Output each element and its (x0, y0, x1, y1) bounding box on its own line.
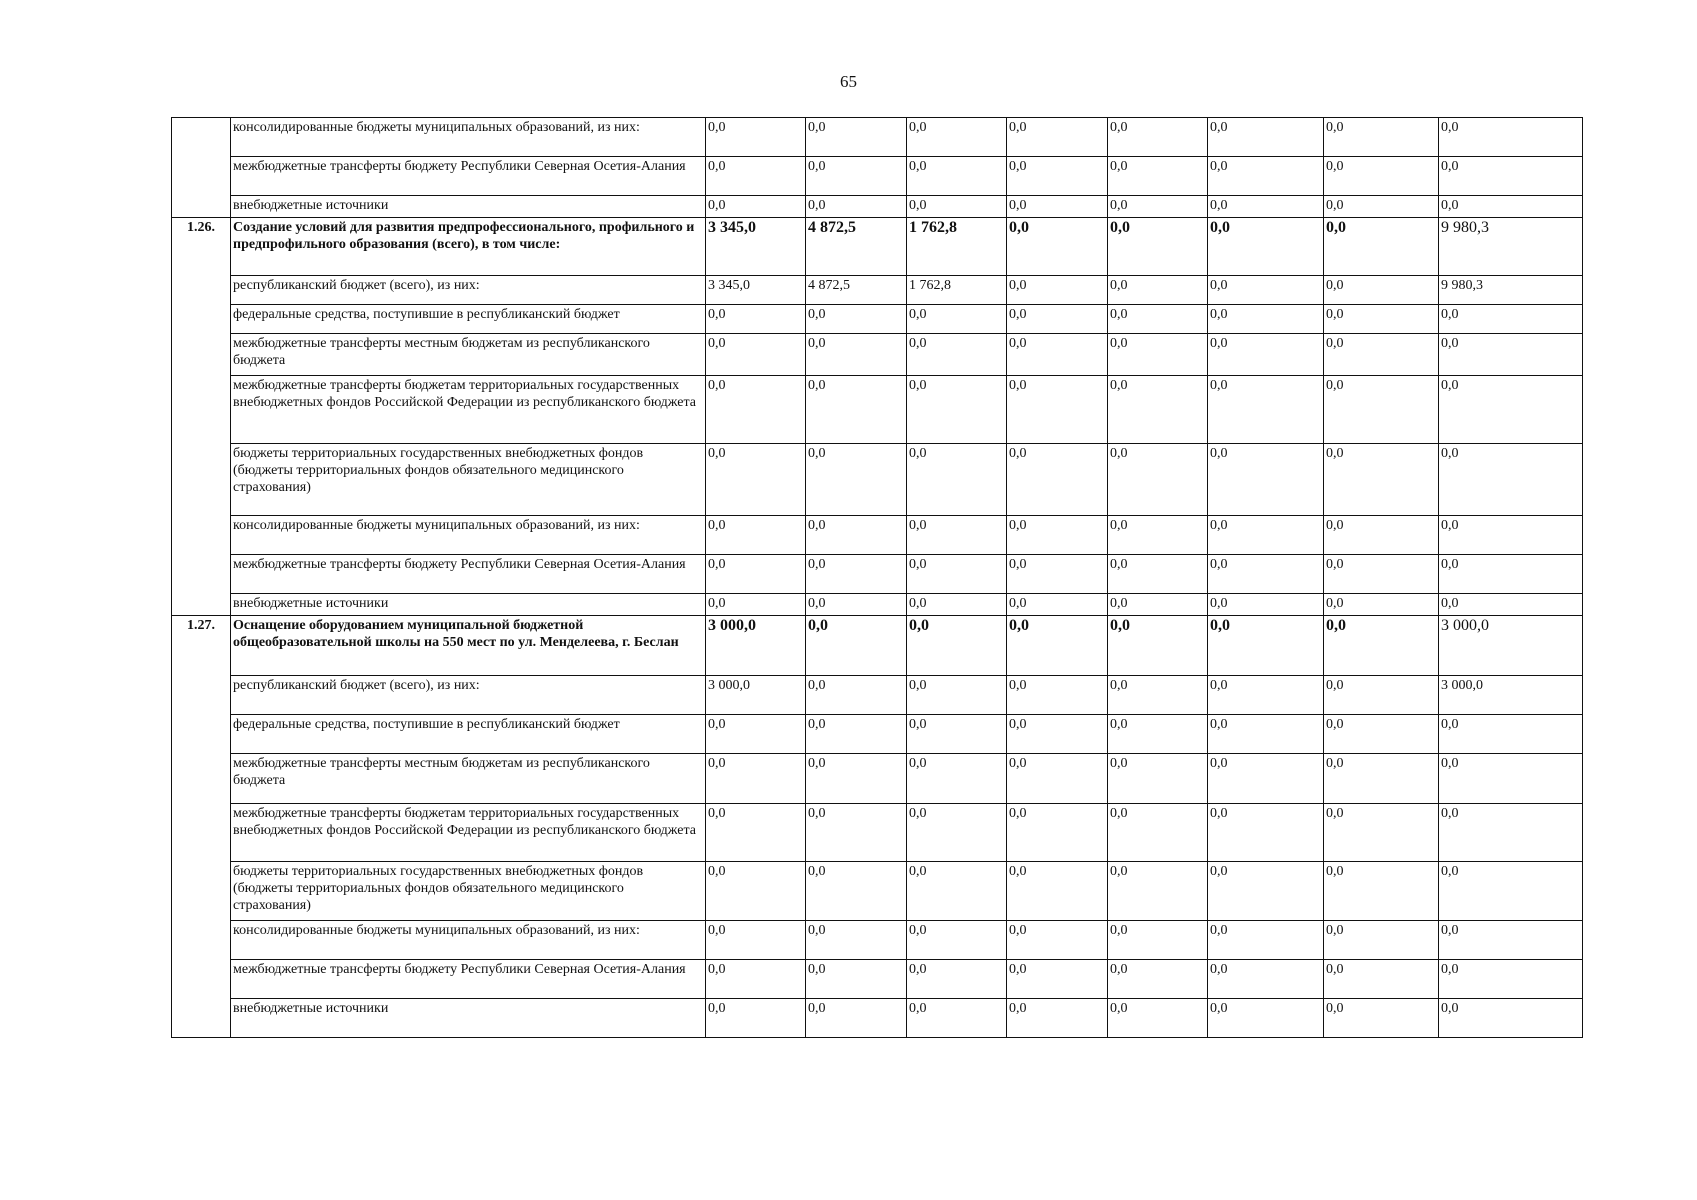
value-cell: 3 000,0 (706, 676, 806, 715)
row-label: межбюджетные трансферты местным бюджетам из республиканского бюджета (231, 334, 706, 376)
value-cell: 0,0 (907, 594, 1007, 616)
table-row (172, 715, 1583, 754)
value-cell: 0,0 (1208, 921, 1324, 960)
value-cell: 0,0 (1324, 196, 1439, 218)
value-cell: 0,0 (1439, 516, 1583, 555)
row-label: республиканский бюджет (всего), из них: (231, 676, 706, 715)
value-cell: 0,0 (1208, 862, 1324, 921)
value-cell: 0,0 (1208, 196, 1324, 218)
table-row (172, 862, 1583, 921)
value-cell: 0,0 (706, 862, 806, 921)
value-cell: 0,0 (1007, 960, 1108, 999)
value-cell: 0,0 (706, 196, 806, 218)
value-cell: 0,0 (1108, 921, 1208, 960)
section-total-cell: 0,0 (1208, 218, 1324, 276)
row-label: межбюджетные трансферты бюджету Республики Северная Осетия-Алания (231, 960, 706, 999)
value-cell: 0,0 (706, 999, 806, 1038)
value-cell: 0,0 (1324, 804, 1439, 862)
section-header-row (172, 616, 1583, 676)
value-cell: 0,0 (706, 157, 806, 196)
value-cell: 0,0 (1439, 157, 1583, 196)
value-cell: 0,0 (1007, 999, 1108, 1038)
section-total-cell: 4 872,5 (806, 218, 907, 276)
value-cell: 0,0 (1108, 516, 1208, 555)
value-cell: 0,0 (1439, 921, 1583, 960)
table-row (172, 754, 1583, 804)
section-total-cell: 3 000,0 (706, 616, 806, 676)
budget-table (171, 117, 1583, 1038)
row-label: внебюджетные источники (231, 999, 706, 1038)
value-cell: 0,0 (907, 444, 1007, 516)
value-cell: 0,0 (706, 960, 806, 999)
value-cell: 0,0 (1007, 444, 1108, 516)
value-cell: 0,0 (1439, 334, 1583, 376)
value-cell: 0,0 (1108, 960, 1208, 999)
table-row (172, 999, 1583, 1038)
value-cell: 0,0 (1324, 376, 1439, 444)
value-cell: 0,0 (1007, 118, 1108, 157)
value-cell: 0,0 (1208, 334, 1324, 376)
value-cell: 0,0 (1108, 157, 1208, 196)
row-label: консолидированные бюджеты муниципальных образований, из них: (231, 921, 706, 960)
value-cell: 0,0 (1439, 196, 1583, 218)
value-cell: 0,0 (1208, 676, 1324, 715)
value-cell: 0,0 (1108, 118, 1208, 157)
row-label: бюджеты территориальных государственных внебюджетных фондов (бюджеты территориальных фондов обязательного медицинского страхования) (231, 862, 706, 921)
value-cell: 3 000,0 (1439, 676, 1583, 715)
value-cell: 0,0 (1439, 715, 1583, 754)
code-cell-empty (172, 118, 231, 218)
section-total-cell: 3 345,0 (706, 218, 806, 276)
table-row (172, 921, 1583, 960)
value-cell: 0,0 (1208, 960, 1324, 999)
value-cell: 0,0 (907, 196, 1007, 218)
table-body (172, 118, 1583, 1038)
value-cell: 0,0 (1007, 376, 1108, 444)
section-total-cell: 3 000,0 (1439, 616, 1583, 676)
table-row (172, 334, 1583, 376)
value-cell: 0,0 (1108, 276, 1208, 305)
value-cell: 0,0 (1324, 334, 1439, 376)
value-cell: 0,0 (1324, 305, 1439, 334)
value-cell: 0,0 (1108, 999, 1208, 1038)
value-cell: 0,0 (1108, 555, 1208, 594)
table-row (172, 960, 1583, 999)
table-row (172, 196, 1583, 218)
row-label: межбюджетные трансферты местным бюджетам из республиканского бюджета (231, 754, 706, 804)
value-cell: 0,0 (1208, 804, 1324, 862)
value-cell: 0,0 (1007, 594, 1108, 616)
value-cell: 9 980,3 (1439, 276, 1583, 305)
row-label: консолидированные бюджеты муниципальных образований, из них: (231, 516, 706, 555)
value-cell: 0,0 (1324, 276, 1439, 305)
section-total-cell: 0,0 (1324, 616, 1439, 676)
value-cell: 0,0 (1439, 376, 1583, 444)
section-header-row (172, 218, 1583, 276)
value-cell: 0,0 (1439, 862, 1583, 921)
table-row (172, 376, 1583, 444)
value-cell: 0,0 (1108, 862, 1208, 921)
value-cell: 0,0 (907, 676, 1007, 715)
value-cell: 0,0 (1208, 754, 1324, 804)
section-title: Создание условий для развития предпрофессионального, профильного и предпрофильного образования (всего), в том числе: (231, 218, 706, 276)
value-cell: 0,0 (907, 999, 1007, 1038)
value-cell: 0,0 (1324, 754, 1439, 804)
row-label: межбюджетные трансферты бюджету Республики Северная Осетия-Алания (231, 157, 706, 196)
value-cell: 0,0 (1208, 305, 1324, 334)
value-cell: 0,0 (806, 555, 907, 594)
value-cell: 0,0 (706, 804, 806, 862)
value-cell: 0,0 (806, 921, 907, 960)
row-label: консолидированные бюджеты муниципальных образований, из них: (231, 118, 706, 157)
value-cell: 0,0 (1007, 921, 1108, 960)
value-cell: 0,0 (1007, 516, 1108, 555)
value-cell: 0,0 (907, 305, 1007, 334)
section-total-cell: 0,0 (1324, 218, 1439, 276)
section-total-cell: 0,0 (1108, 218, 1208, 276)
value-cell: 0,0 (1208, 118, 1324, 157)
value-cell: 0,0 (706, 376, 806, 444)
value-cell: 0,0 (907, 921, 1007, 960)
value-cell: 0,0 (706, 444, 806, 516)
section-total-cell: 1 762,8 (907, 218, 1007, 276)
section-total-cell: 0,0 (1208, 616, 1324, 676)
value-cell: 0,0 (1324, 516, 1439, 555)
value-cell: 0,0 (1324, 921, 1439, 960)
value-cell: 0,0 (806, 594, 907, 616)
value-cell: 0,0 (907, 754, 1007, 804)
table-row (172, 157, 1583, 196)
value-cell: 0,0 (1324, 157, 1439, 196)
value-cell: 0,0 (706, 754, 806, 804)
row-label: межбюджетные трансферты бюджету Республики Северная Осетия-Алания (231, 555, 706, 594)
section-total-cell: 0,0 (1007, 218, 1108, 276)
value-cell: 0,0 (1324, 676, 1439, 715)
value-cell: 0,0 (1324, 118, 1439, 157)
value-cell: 0,0 (806, 196, 907, 218)
section-total-cell: 0,0 (1007, 616, 1108, 676)
value-cell: 0,0 (1324, 960, 1439, 999)
value-cell: 0,0 (1324, 555, 1439, 594)
table-row (172, 444, 1583, 516)
value-cell: 0,0 (806, 715, 907, 754)
value-cell: 0,0 (806, 754, 907, 804)
value-cell: 0,0 (1324, 715, 1439, 754)
value-cell: 0,0 (706, 715, 806, 754)
value-cell: 0,0 (1208, 157, 1324, 196)
section-total-cell: 9 980,3 (1439, 218, 1583, 276)
value-cell: 1 762,8 (907, 276, 1007, 305)
value-cell: 0,0 (1324, 594, 1439, 616)
value-cell: 3 345,0 (706, 276, 806, 305)
value-cell: 0,0 (907, 555, 1007, 594)
value-cell: 0,0 (907, 157, 1007, 196)
value-cell: 0,0 (806, 157, 907, 196)
value-cell: 0,0 (1208, 376, 1324, 444)
value-cell: 0,0 (1007, 804, 1108, 862)
table-row (172, 276, 1583, 305)
value-cell: 0,0 (1208, 715, 1324, 754)
value-cell: 0,0 (706, 334, 806, 376)
section-title: Оснащение оборудованием муниципальной бюджетной общеобразовательной школы на 550 мест по ул. Менделеева, г. Беслан (231, 616, 706, 676)
value-cell: 0,0 (1108, 754, 1208, 804)
value-cell: 0,0 (1007, 334, 1108, 376)
value-cell: 0,0 (1108, 196, 1208, 218)
value-cell: 0,0 (1108, 334, 1208, 376)
value-cell: 0,0 (1208, 444, 1324, 516)
value-cell: 0,0 (806, 862, 907, 921)
value-cell: 0,0 (706, 921, 806, 960)
value-cell: 0,0 (706, 516, 806, 555)
section-code: 1.27. (172, 616, 231, 1038)
value-cell: 0,0 (806, 334, 907, 376)
value-cell: 0,0 (1007, 862, 1108, 921)
value-cell: 0,0 (1108, 594, 1208, 616)
table-row (172, 516, 1583, 555)
value-cell: 0,0 (806, 960, 907, 999)
value-cell: 0,0 (1108, 715, 1208, 754)
value-cell: 0,0 (806, 676, 907, 715)
value-cell: 0,0 (1108, 676, 1208, 715)
page-number: 65 (840, 72, 857, 91)
value-cell: 0,0 (1324, 444, 1439, 516)
value-cell: 0,0 (1007, 754, 1108, 804)
value-cell: 0,0 (907, 804, 1007, 862)
value-cell: 0,0 (1007, 676, 1108, 715)
value-cell: 0,0 (1439, 305, 1583, 334)
table-row (172, 555, 1583, 594)
value-cell: 0,0 (806, 305, 907, 334)
value-cell: 0,0 (1439, 754, 1583, 804)
value-cell: 0,0 (706, 594, 806, 616)
value-cell: 0,0 (1108, 376, 1208, 444)
value-cell: 0,0 (1439, 444, 1583, 516)
value-cell: 0,0 (907, 715, 1007, 754)
row-label: республиканский бюджет (всего), из них: (231, 276, 706, 305)
section-total-cell: 0,0 (1108, 616, 1208, 676)
value-cell: 0,0 (1007, 715, 1108, 754)
value-cell: 0,0 (1007, 196, 1108, 218)
value-cell: 0,0 (907, 118, 1007, 157)
value-cell: 0,0 (806, 444, 907, 516)
value-cell: 0,0 (907, 862, 1007, 921)
row-label: межбюджетные трансферты бюджетам территориальных государственных внебюджетных фондов Российской Федерации из республиканского бюджета (231, 376, 706, 444)
value-cell: 0,0 (1439, 960, 1583, 999)
row-label: федеральные средства, поступившие в республиканский бюджет (231, 305, 706, 334)
value-cell: 4 872,5 (806, 276, 907, 305)
row-label: внебюджетные источники (231, 594, 706, 616)
value-cell: 0,0 (806, 376, 907, 444)
value-cell: 0,0 (1439, 555, 1583, 594)
value-cell: 0,0 (1324, 862, 1439, 921)
section-total-cell: 0,0 (907, 616, 1007, 676)
value-cell: 0,0 (1007, 157, 1108, 196)
table-row (172, 305, 1583, 334)
value-cell: 0,0 (907, 960, 1007, 999)
value-cell: 0,0 (1439, 594, 1583, 616)
value-cell: 0,0 (1007, 555, 1108, 594)
value-cell: 0,0 (806, 804, 907, 862)
value-cell: 0,0 (1007, 276, 1108, 305)
value-cell: 0,0 (1007, 305, 1108, 334)
value-cell: 0,0 (1208, 276, 1324, 305)
value-cell: 0,0 (1439, 999, 1583, 1038)
value-cell: 0,0 (706, 305, 806, 334)
value-cell: 0,0 (1208, 555, 1324, 594)
value-cell: 0,0 (907, 516, 1007, 555)
value-cell: 0,0 (1439, 804, 1583, 862)
row-label: внебюджетные источники (231, 196, 706, 218)
value-cell: 0,0 (706, 555, 806, 594)
row-label: бюджеты территориальных государственных внебюджетных фондов (бюджеты территориальных фондов обязательного медицинского страхования) (231, 444, 706, 516)
value-cell: 0,0 (806, 118, 907, 157)
value-cell: 0,0 (907, 376, 1007, 444)
value-cell: 0,0 (806, 999, 907, 1038)
table-row (172, 676, 1583, 715)
table-row (172, 118, 1583, 157)
value-cell: 0,0 (1208, 594, 1324, 616)
value-cell: 0,0 (1208, 516, 1324, 555)
value-cell: 0,0 (806, 516, 907, 555)
value-cell: 0,0 (1108, 305, 1208, 334)
value-cell: 0,0 (907, 334, 1007, 376)
row-label: межбюджетные трансферты бюджетам территориальных государственных внебюджетных фондов Российской Федерации из республиканского бюджета (231, 804, 706, 862)
value-cell: 0,0 (1439, 118, 1583, 157)
value-cell: 0,0 (1324, 999, 1439, 1038)
row-label: федеральные средства, поступившие в республиканский бюджет (231, 715, 706, 754)
value-cell: 0,0 (706, 118, 806, 157)
value-cell: 0,0 (1108, 804, 1208, 862)
table-row (172, 594, 1583, 616)
section-code: 1.26. (172, 218, 231, 616)
table-row (172, 804, 1583, 862)
value-cell: 0,0 (1208, 999, 1324, 1038)
value-cell: 0,0 (1108, 444, 1208, 516)
section-total-cell: 0,0 (806, 616, 907, 676)
